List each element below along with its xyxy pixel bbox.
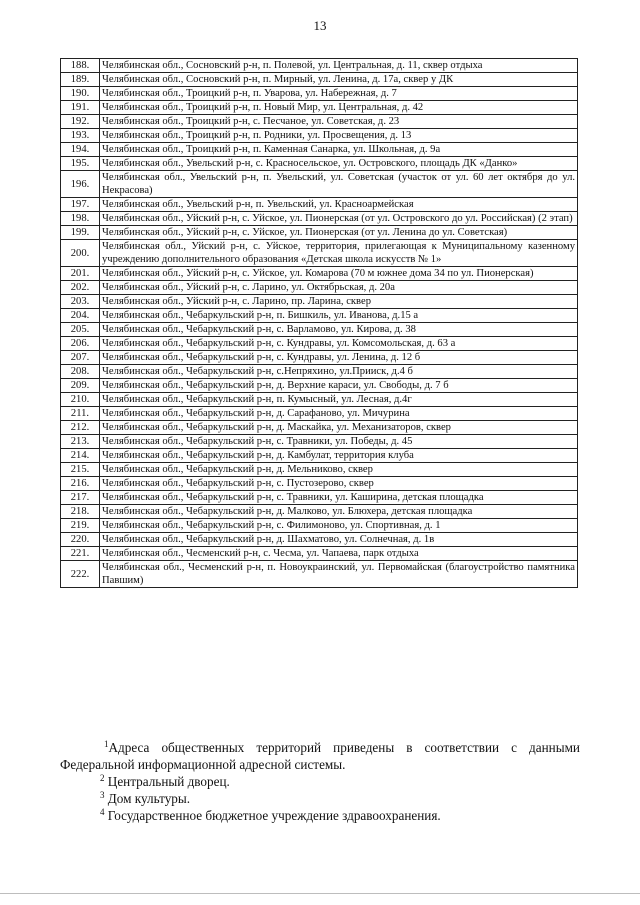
footnote-mark: 4 xyxy=(100,807,105,817)
row-number: 210. xyxy=(61,393,100,407)
row-number: 219. xyxy=(61,519,100,533)
row-address: Челябинская обл., Троицкий р-н, п. Каменная Санарка, ул. Школьная, д. 9а xyxy=(100,143,578,157)
footnote-4 xyxy=(60,807,580,824)
row-address: Челябинская обл., Уйский р-н, с. Уйское, ул. Пионерская (от ул. Островского до ул. Российская) (2 этап) xyxy=(100,212,578,226)
row-number: 199. xyxy=(61,226,100,240)
table-row xyxy=(61,365,578,379)
table-row xyxy=(61,157,578,171)
table-row xyxy=(61,561,578,588)
table-row xyxy=(61,407,578,421)
row-address: Челябинская обл., Чесменский р-н, с. Чесма, ул. Чапаева, парк отдыха xyxy=(100,547,578,561)
table-row xyxy=(61,533,578,547)
table-row xyxy=(61,393,578,407)
row-address: Челябинская обл., Чебаркульский р-н, с. Филимоново, ул. Спортивная, д. 1 xyxy=(100,519,578,533)
row-address: Челябинская обл., Троицкий р-н, п. Родники, ул. Просвещения, д. 13 xyxy=(100,129,578,143)
row-address: Челябинская обл., Уйский р-н, с. Уйское, территория, прилегающая к Муниципальному казенному учреждению дополнительного образования «Детская школа искусств № 1» xyxy=(100,240,578,267)
table-row xyxy=(61,449,578,463)
table-row xyxy=(61,477,578,491)
table-row xyxy=(61,143,578,157)
row-number: 215. xyxy=(61,463,100,477)
table-row xyxy=(61,421,578,435)
table-row xyxy=(61,281,578,295)
table-row xyxy=(61,491,578,505)
row-number: 202. xyxy=(61,281,100,295)
table-row xyxy=(61,519,578,533)
row-number: 200. xyxy=(61,240,100,267)
table-row xyxy=(61,323,578,337)
footnote-mark: 3 xyxy=(100,790,105,800)
row-address: Челябинская обл., Чебаркульский р-н, п. Кумысный, ул. Лесная, д.4г xyxy=(100,393,578,407)
table-row xyxy=(61,115,578,129)
table-row xyxy=(61,171,578,198)
table-row xyxy=(61,129,578,143)
table-row xyxy=(61,379,578,393)
row-number: 196. xyxy=(61,171,100,198)
row-number: 191. xyxy=(61,101,100,115)
row-number: 217. xyxy=(61,491,100,505)
row-address: Челябинская обл., Чебаркульский р-н, с. Кундравы, ул. Ленина, д. 12 б xyxy=(100,351,578,365)
footnote-mark: 2 xyxy=(100,773,105,783)
row-number: 198. xyxy=(61,212,100,226)
scan-edge-line xyxy=(0,893,640,894)
row-address: Челябинская обл., Чебаркульский р-н, с.Непряхино, ул.Прииск, д.4 б xyxy=(100,365,578,379)
table-row xyxy=(61,463,578,477)
row-number: 220. xyxy=(61,533,100,547)
row-number: 211. xyxy=(61,407,100,421)
footnote-1 xyxy=(60,739,580,773)
row-number: 193. xyxy=(61,129,100,143)
row-number: 207. xyxy=(61,351,100,365)
table-row xyxy=(61,351,578,365)
row-number: 209. xyxy=(61,379,100,393)
row-address: Челябинская обл., Чебаркульский р-н, д. Сарафаново, ул. Мичурина xyxy=(100,407,578,421)
row-address: Челябинская обл., Чебаркульский р-н, д. Верхние караси, ул. Свободы, д. 7 б xyxy=(100,379,578,393)
table-row xyxy=(61,295,578,309)
table-row xyxy=(61,198,578,212)
row-address: Челябинская обл., Чебаркульский р-н, п. Бишкиль, ул. Иванова, д.15 а xyxy=(100,309,578,323)
table-row xyxy=(61,212,578,226)
footnote-text: Адреса общественных территорий приведены в соответствии с данными Федеральной информационной адресной системы. xyxy=(60,740,580,772)
row-address: Челябинская обл., Чебаркульский р-н, с. Травники, ул. Каширина, детская площадка xyxy=(100,491,578,505)
row-address: Челябинская обл., Уйский р-н, с. Уйское, ул. Пионерская (от ул. Ленина до ул. Советская) xyxy=(100,226,578,240)
row-number: 188. xyxy=(61,59,100,73)
table-row xyxy=(61,59,578,73)
row-number: 216. xyxy=(61,477,100,491)
row-number: 218. xyxy=(61,505,100,519)
row-address: Челябинская обл., Чебаркульский р-н, с. Травники, ул. Победы, д. 45 xyxy=(100,435,578,449)
table-row xyxy=(61,87,578,101)
row-address: Челябинская обл., Чебаркульский р-н, д. Камбулат, территория клуба xyxy=(100,449,578,463)
row-address: Челябинская обл., Чебаркульский р-н, с. Варламово, ул. Кирова, д. 38 xyxy=(100,323,578,337)
footnotes xyxy=(60,739,580,824)
table-row xyxy=(61,505,578,519)
row-address: Челябинская обл., Троицкий р-н, п. Новый Мир, ул. Центральная, д. 42 xyxy=(100,101,578,115)
table-row xyxy=(61,547,578,561)
footnote-text: Дом культуры. xyxy=(107,791,191,806)
row-number: 194. xyxy=(61,143,100,157)
footnote-text: Государственное бюджетное учреждение здравоохранения. xyxy=(107,808,441,823)
row-number: 197. xyxy=(61,198,100,212)
row-number: 206. xyxy=(61,337,100,351)
row-number: 189. xyxy=(61,73,100,87)
row-address: Челябинская обл., Уйский р-н, с. Уйское, ул. Комарова (70 м южнее дома 34 по ул. Пионерская) xyxy=(100,267,578,281)
row-number: 222. xyxy=(61,561,100,588)
row-number: 195. xyxy=(61,157,100,171)
page-number: 13 xyxy=(313,18,327,33)
row-address: Челябинская обл., Увельский р-н, с. Красносельское, ул. Островского, площадь ДК «Данко» xyxy=(100,157,578,171)
table-row xyxy=(61,309,578,323)
row-address: Челябинская обл., Уйский р-н, с. Ларино, ул. Октябрьская, д. 20а xyxy=(100,281,578,295)
footnote-2 xyxy=(60,773,580,790)
row-number: 208. xyxy=(61,365,100,379)
row-address: Челябинская обл., Чебаркульский р-н, с. Пустозерово, сквер xyxy=(100,477,578,491)
row-address: Челябинская обл., Уйский р-н, с. Ларино, пр. Ларина, сквер xyxy=(100,295,578,309)
row-address: Челябинская обл., Увельский р-н, п. Увельский, ул. Советская (участок от ул. 60 лет октября до ул. Некрасова) xyxy=(100,171,578,198)
row-address: Челябинская обл., Чебаркульский р-н, с. Кундравы, ул. Комсомольская, д. 63 а xyxy=(100,337,578,351)
row-number: 212. xyxy=(61,421,100,435)
table-row xyxy=(61,267,578,281)
footnote-mark: 1 xyxy=(104,739,109,749)
table-row xyxy=(61,101,578,115)
row-number: 190. xyxy=(61,87,100,101)
row-address: Челябинская обл., Чебаркульский р-н, д. Мельниково, сквер xyxy=(100,463,578,477)
row-address: Челябинская обл., Сосновский р-н, п. Мирный, ул. Ленина, д. 17а, сквер у ДК xyxy=(100,73,578,87)
footnote-text: Центральный дворец. xyxy=(107,774,230,789)
row-address: Челябинская обл., Чесменский р-н, п. Новоукраинский, ул. Первомайская (благоустройство памятника Павшим) xyxy=(100,561,578,588)
table-row xyxy=(61,240,578,267)
row-number: 192. xyxy=(61,115,100,129)
address-table xyxy=(60,58,578,588)
table-row xyxy=(61,73,578,87)
row-number: 201. xyxy=(61,267,100,281)
row-address: Челябинская обл., Чебаркульский р-н, д. Маскайка, ул. Механизаторов, сквер xyxy=(100,421,578,435)
row-number: 213. xyxy=(61,435,100,449)
row-address: Челябинская обл., Чебаркульский р-н, д. Малково, ул. Блюхера, детская площадка xyxy=(100,505,578,519)
row-address: Челябинская обл., Троицкий р-н, п. Уварова, ул. Набережная, д. 7 xyxy=(100,87,578,101)
row-address: Челябинская обл., Сосновский р-н, п. Полевой, ул. Центральная, д. 11, сквер отдыха xyxy=(100,59,578,73)
table-row xyxy=(61,226,578,240)
table-row xyxy=(61,337,578,351)
row-number: 204. xyxy=(61,309,100,323)
row-number: 214. xyxy=(61,449,100,463)
table-row xyxy=(61,435,578,449)
row-number: 221. xyxy=(61,547,100,561)
row-address: Челябинская обл., Увельский р-н, п. Увельский, ул. Красноармейская xyxy=(100,198,578,212)
row-address: Челябинская обл., Чебаркульский р-н, д. Шахматово, ул. Солнечная, д. 1в xyxy=(100,533,578,547)
row-number: 205. xyxy=(61,323,100,337)
address-table-body xyxy=(61,59,578,588)
footnote-3 xyxy=(60,790,580,807)
row-address: Челябинская обл., Троицкий р-н, с. Песчаное, ул. Советская, д. 23 xyxy=(100,115,578,129)
row-number: 203. xyxy=(61,295,100,309)
